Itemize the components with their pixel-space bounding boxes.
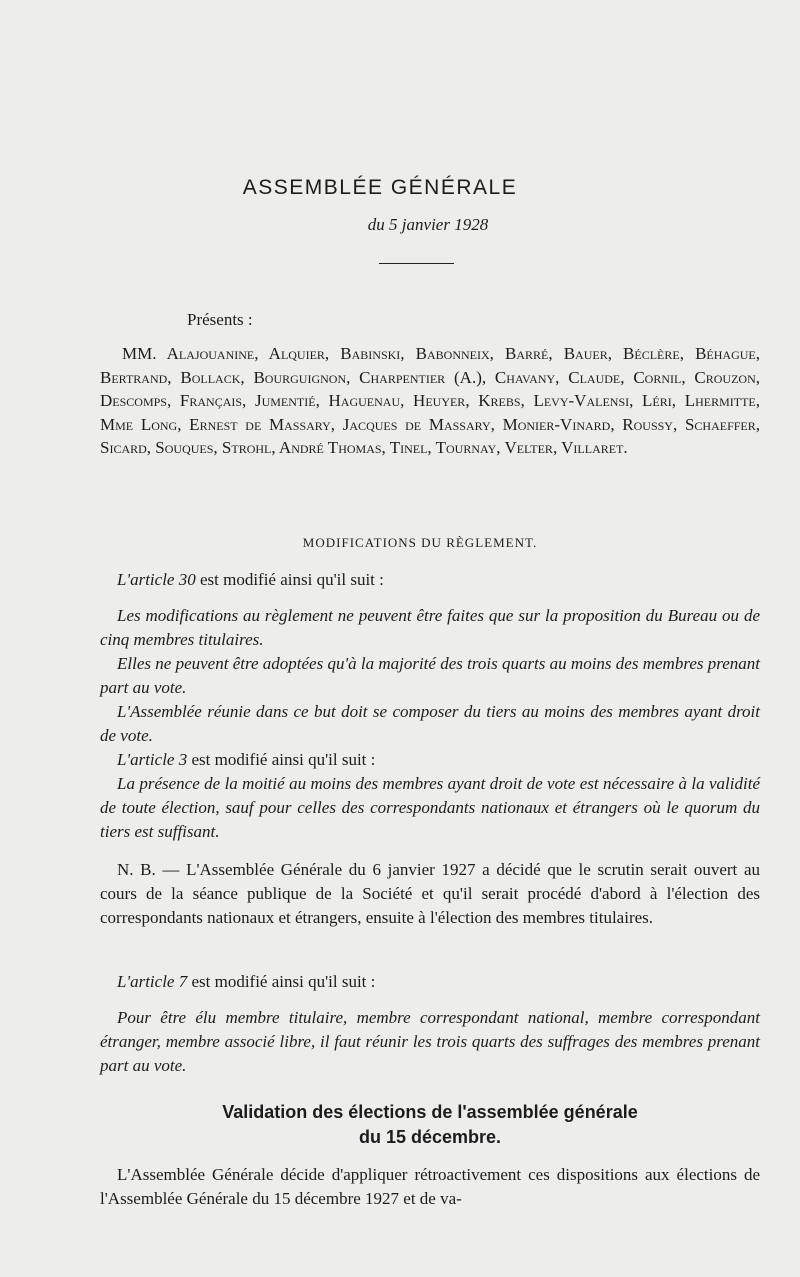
article-7-intro: L'article 7 est modifié ainsi qu'il suit : xyxy=(117,972,376,991)
document-title: ASSEMBLÉE GÉNÉRALE xyxy=(242,176,518,199)
section-heading-reglement: MODIFICATIONS DU RÈGLEMENT. xyxy=(302,535,538,550)
validation-heading-line-2: du 15 décembre. xyxy=(358,1127,502,1147)
article-30-paragraph-3: L'Assemblée réunie dans ce but doit se composer du tiers au moins des membres ayant droit de vote. xyxy=(100,702,760,745)
article-30-paragraph-2: Elles ne peuvent être adoptées qu'à la majorité des trois quarts au moins des membres prenant part au vote. xyxy=(100,654,760,697)
article-7-ref: L'article 7 xyxy=(117,972,188,991)
article-3-intro: L'article 3 est modifié ainsi qu'il suit : xyxy=(117,750,376,769)
validation-heading xyxy=(100,1100,760,1150)
validation-heading-line-1: Validation des élections de l'assemblée générale xyxy=(222,1102,638,1122)
article-30-ref: L'article 30 xyxy=(117,570,196,589)
members-list: MM. Alajouanine, Alquier, Babinski, Babonneix, Barré, Bauer, Béclère, Béhague, Bertrand, Bollack, Bourguignon, Charpentier (A.), Chavany, Claude, Cornil, Crouzon, Descomps, Français, Jumentié, Haguenau, Heuyer, Krebs, Levy-Valensi, Léri, Lhermitte, Mme Long, Ernest de Massary, Jacques de Massary, Monier-Vinard, Roussy, Schaeffer, Sicard, Souques, Strohl, André Thomas, Tinel, Tournay, Velter, Villaret. xyxy=(100,344,760,457)
article-30-intro: L'article 30 est modifié ainsi qu'il suit : xyxy=(117,570,384,589)
article-3-paragraph: La présence de la moitié au moins des membres ayant droit de vote est nécessaire à la validité de toute élection, sauf pour celles des correspondants nationaux et étrangers où le quorum du tiers est suffisant. xyxy=(100,774,760,841)
article-7-paragraph: Pour être élu membre titulaire, membre correspondant national, membre correspondant étranger, membre associé libre, il faut réunir les trois quarts des suffrages des membres prenant part au vote. xyxy=(100,1008,760,1075)
nota-bene-paragraph: N. B. — L'Assemblée Générale du 6 janvier 1927 a décidé que le scrutin serait ouvert au cours de la séance publique de la Société et qu'il serait procédé d'abord à l'élection des correspondants nationaux et étrangers, ensuite à l'élection des membres titulaires. xyxy=(100,860,760,927)
article-30-paragraph-1: Les modifications au règlement ne peuvent être faites que sur la proposition du Bureau ou de cinq membres titulaires. xyxy=(100,606,760,649)
presents-label: Présents : xyxy=(187,310,253,329)
title-divider xyxy=(379,263,454,264)
meeting-date: du 5 janvier 1928 xyxy=(367,215,489,234)
article-3-ref: L'article 3 xyxy=(117,750,188,769)
validation-paragraph: L'Assemblée Générale décide d'appliquer rétroactivement ces dispositions aux élections de l'Assemblée Générale du 15 décembre 1927 et de va- xyxy=(100,1165,760,1208)
